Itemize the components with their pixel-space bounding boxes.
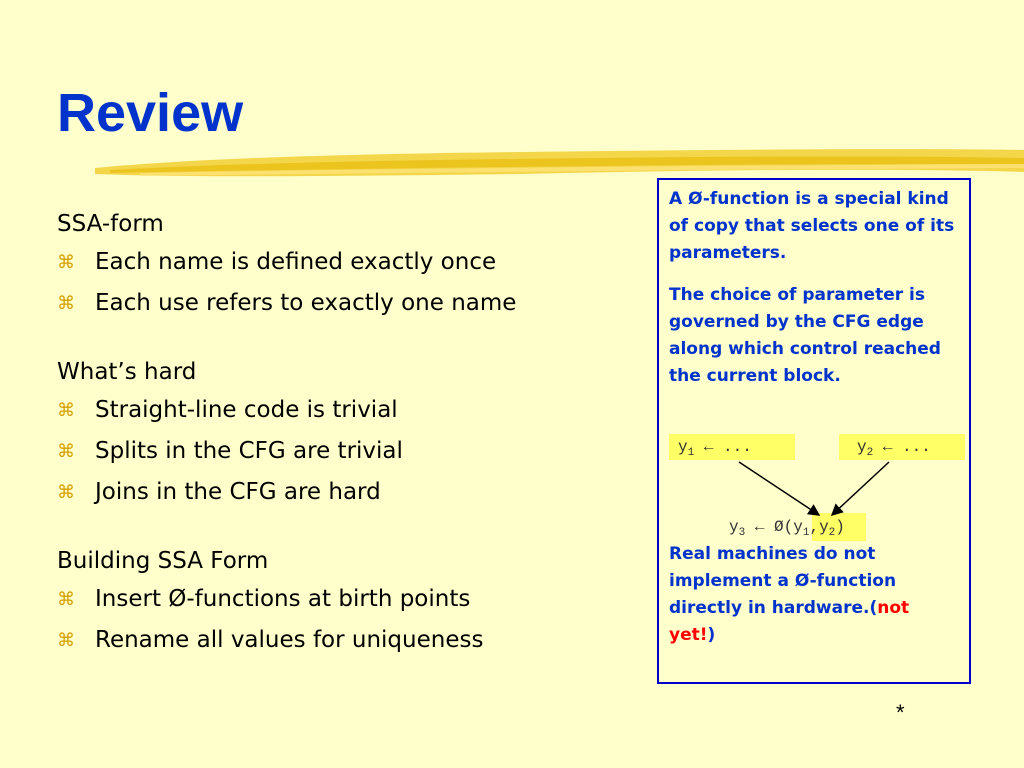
- callout-paragraph-1: A Ø-function is a special kind of copy that selects one of its parameters.: [669, 189, 955, 263]
- bullet-text: Insert Ø-functions at birth points: [95, 586, 471, 612]
- slide-body: [57, 206, 637, 661]
- command-bullet-icon: ⌘: [57, 630, 75, 651]
- code-phi-assign: $y_3$ ← $Ø(y_1,y_2)$: [729, 518, 845, 540]
- section-heading-ssa-form: SSA-form: [57, 211, 164, 237]
- command-bullet-icon: ⌘: [57, 441, 75, 462]
- bullet-text: Joins in the CFG are hard: [95, 479, 381, 505]
- bullet-text: Splits in the CFG are trivial: [95, 438, 403, 464]
- bullet-item: [57, 579, 637, 620]
- bullet-item: [57, 242, 637, 283]
- slide-title: Review: [57, 83, 244, 143]
- callout-paragraph-3: Real machines do not implement a Ø-function directly in hardware.(not yet!): [669, 544, 910, 645]
- command-bullet-icon: ⌘: [57, 589, 75, 610]
- phi-function-callout: [657, 178, 971, 684]
- command-bullet-icon: ⌘: [57, 293, 75, 314]
- bullet-text: Straight-line code is trivial: [95, 397, 398, 423]
- command-bullet-icon: ⌘: [57, 482, 75, 503]
- callout-paragraph-2: The choice of parameter is governed by the CFG edge along which control reached the current block.: [669, 285, 941, 386]
- bullet-text: Each use refers to exactly one name: [95, 290, 517, 316]
- bullet-item: [57, 390, 637, 431]
- bullet-item: [57, 283, 637, 324]
- footer-mark: *: [896, 700, 905, 725]
- bullet-item: [57, 431, 637, 472]
- command-bullet-icon: ⌘: [57, 252, 75, 273]
- bullet-item: [57, 472, 637, 513]
- bullet-text: Each name is defined exactly once: [95, 249, 497, 275]
- code-y1-assign: $y_1$ ← ...: [678, 438, 752, 460]
- bullet-text: Rename all values for uniqueness: [95, 627, 484, 653]
- command-bullet-icon: ⌘: [57, 400, 75, 421]
- section-heading-building-ssa: Building SSA Form: [57, 548, 269, 574]
- code-y2-assign: $y_2$ ← ...: [857, 438, 931, 460]
- section-heading-whats-hard: What’s hard: [57, 359, 197, 385]
- not-yet-emphasis: not yet!: [669, 598, 910, 645]
- bullet-item: [57, 620, 637, 661]
